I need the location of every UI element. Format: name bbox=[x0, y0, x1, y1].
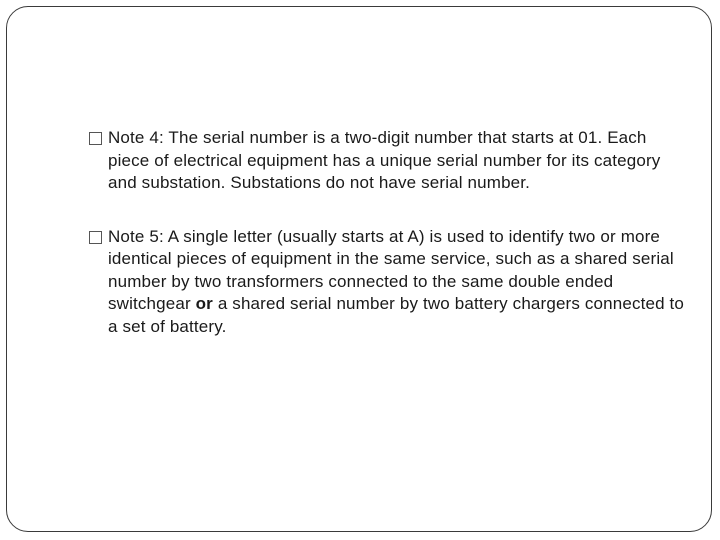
checkbox-bullet-icon bbox=[89, 231, 102, 244]
notes-list bbox=[89, 127, 689, 369]
note-5-bold-word: or bbox=[195, 294, 213, 313]
note-5-text-after: a shared serial number by two battery chargers connected to a set of battery. bbox=[108, 294, 685, 336]
note-5-text-before: Note 5: A single letter (usually starts at A) is used to identify two or more identical pieces of equipment in the same service, such as a shared serial number by two transformers connected to the same double ended switchgear bbox=[108, 226, 674, 313]
note-4-text: Note 4: The serial number is a two-digit number that starts at 01. Each piece of electrical equipment has a unique serial number for its category and substation. Substations do not have serial number. bbox=[108, 128, 661, 192]
checkbox-bullet-icon bbox=[89, 132, 102, 145]
note-5-item bbox=[89, 226, 689, 339]
slide-frame bbox=[6, 6, 712, 532]
note-4-item bbox=[89, 127, 689, 195]
